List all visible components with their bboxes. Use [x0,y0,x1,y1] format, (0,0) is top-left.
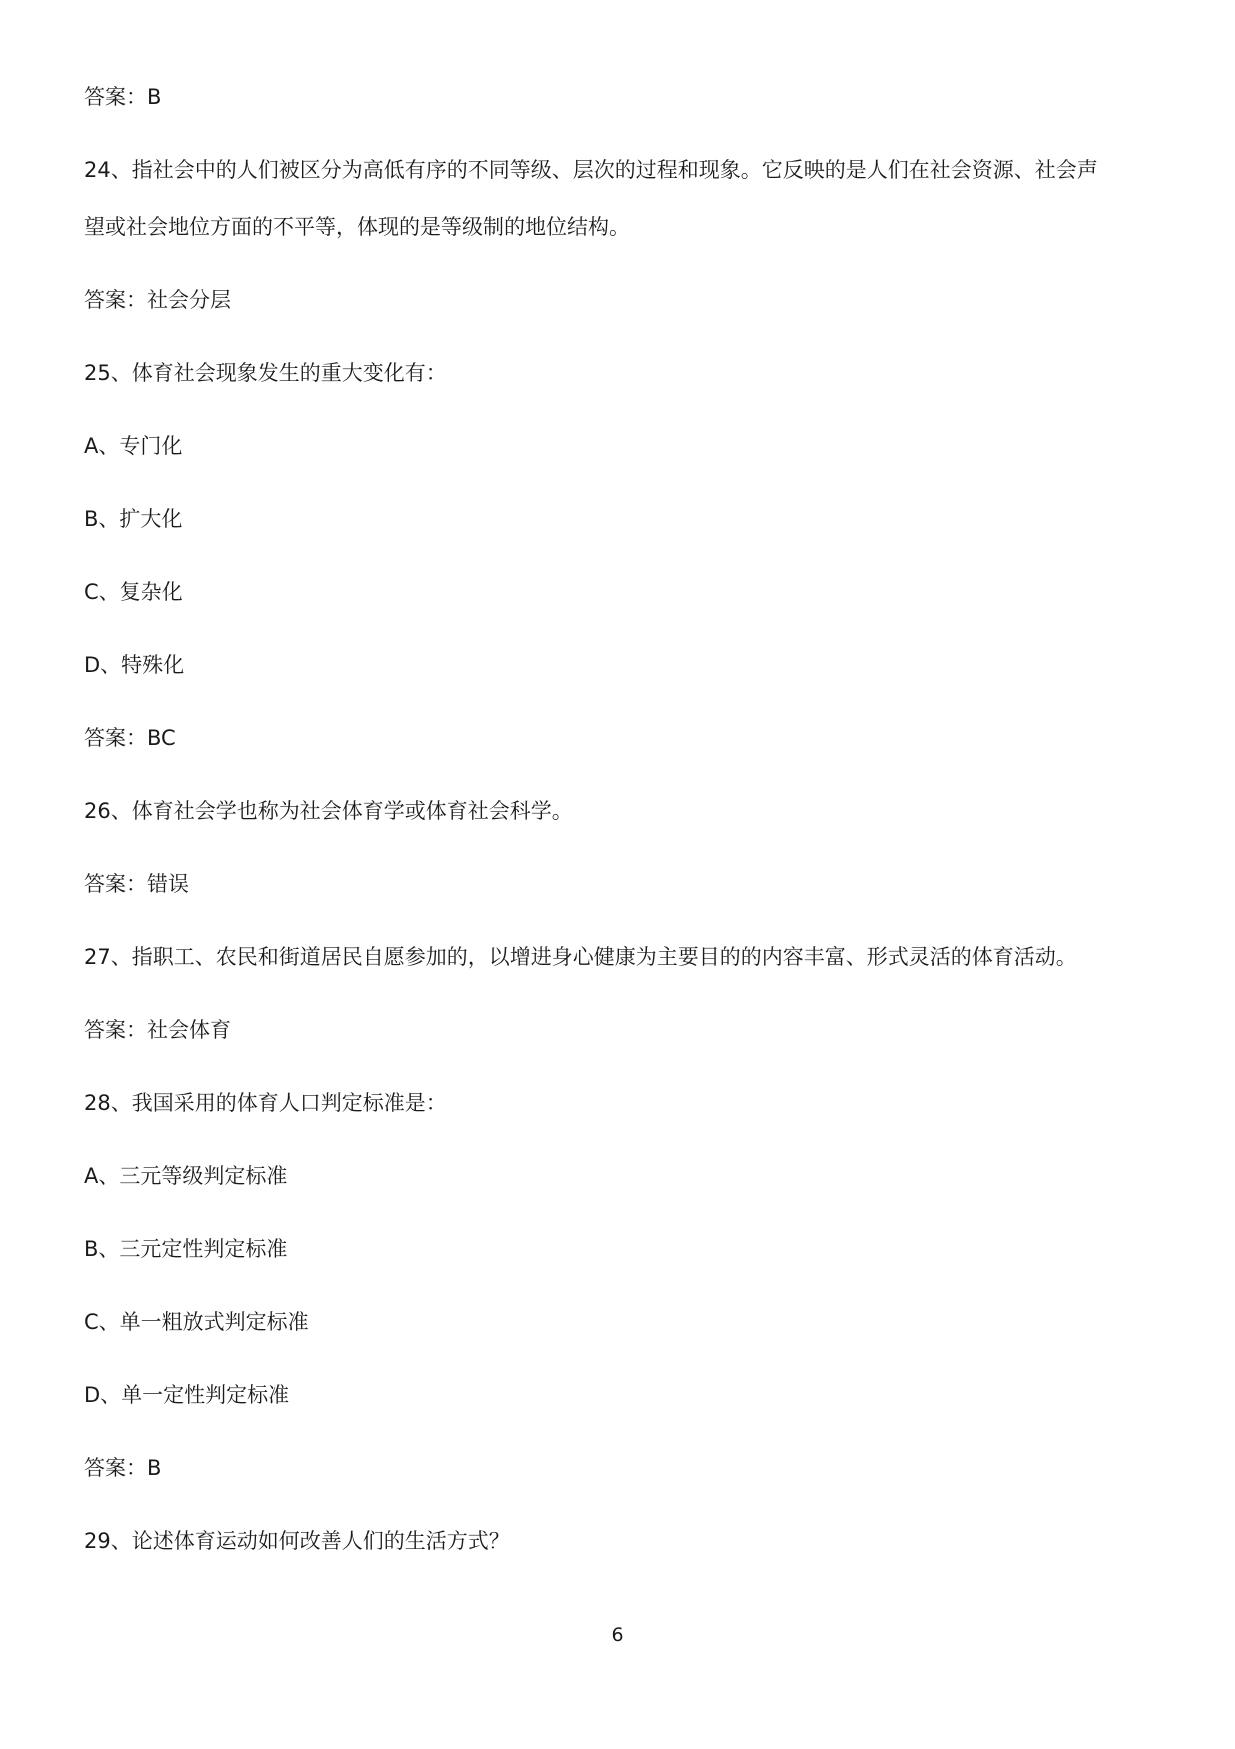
answer-26: 答案：错误 [84,872,189,896]
question-28-option-c: C、单一粗放式判定标准 [84,1310,309,1334]
page-number: 6 [611,1624,624,1646]
question-26: 26、体育社会学也称为社会体育学或体育社会科学。 [84,799,573,823]
question-28: 28、我国采用的体育人口判定标准是： [84,1091,447,1115]
answer-25: 答案：BC [84,726,176,750]
question-27: 27、指职工、农民和街道居民自愿参加的，以增进身心健康为主要目的的内容丰富、形式灵活的体育活动。 [84,945,1077,969]
question-25-option-d: D、特殊化 [84,653,185,677]
question-28-option-d: D、单一定性判定标准 [84,1383,290,1407]
question-25-option-a: A、专门化 [84,434,183,458]
question-25-option-b: B、扩大化 [84,507,183,531]
answer-23: 答案：B [84,85,162,109]
answer-27: 答案：社会体育 [84,1018,231,1042]
question-24-line-2: 望或社会地位方面的不平等，体现的是等级制的地位结构。 [84,215,630,239]
question-25-option-c: C、复杂化 [84,580,183,604]
question-28-option-a: A、三元等级判定标准 [84,1164,288,1188]
question-28-option-b: B、三元定性判定标准 [84,1237,288,1261]
answer-28: 答案：B [84,1456,162,1480]
question-25: 25、体育社会现象发生的重大变化有： [84,361,447,385]
question-24-line-1: 24、指社会中的人们被区分为高低有序的不同等级、层次的过程和现象。它反映的是人们在社会资源、社会声 [84,158,1098,182]
answer-24: 答案：社会分层 [84,288,231,312]
question-29: 29、论述体育运动如何改善人们的生活方式？ [84,1529,510,1553]
